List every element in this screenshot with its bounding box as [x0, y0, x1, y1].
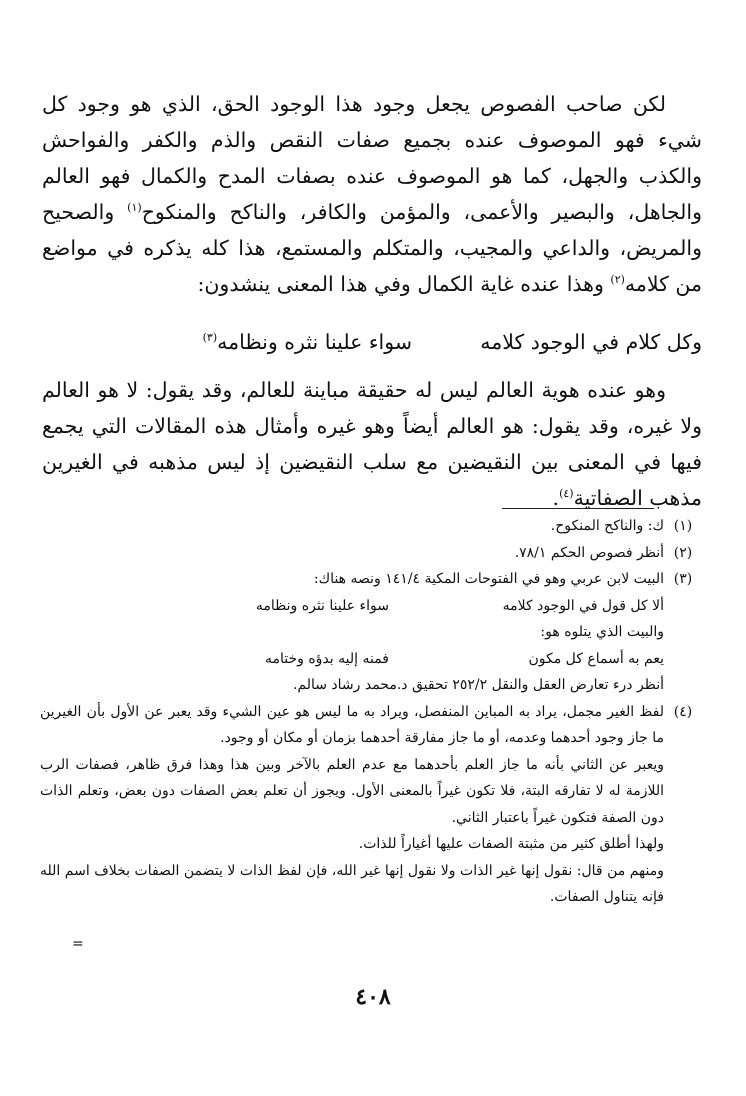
- footnote-1: [40, 513, 702, 540]
- footnote-4: [40, 699, 702, 911]
- footnote-2: [40, 540, 702, 567]
- poem-verse: [42, 324, 702, 360]
- footnotes: [40, 513, 702, 911]
- paragraph-2-text: وهو عنده هوية العالم ليس له حقيقة مباينة للعالم، وقد يقول: لا هو العالم ولا غيره، وقد يقول: هو العالم أيضاً وهو غيره وأمثال هذه المقالات التي يجمع فيها في المعنى بين النقيضين مع سلب النقيضين إذ ليس مذهبه في الغيرين مذهب الصفاتية: [42, 378, 702, 510]
- verse-second-text: سواء علينا نثره ونظامه: [217, 330, 412, 354]
- paragraph-1-text: لكن صاحب الفصوص يجعل وجود هذا الوجود الحق، الذي هو وجود كل شيء فهو الموصوف عنده بجميع صفات النقص والذم والكفر والفواحش والكذب والجهل، كما هو الموصوف عنده بصفات المدح والكمال فهو العالم والجاهل، والبصير والأعمى، والمؤمن والكافر، والناكح والمنكوح: [42, 92, 702, 224]
- margin-mark: =: [72, 936, 84, 952]
- footnote-number: (٣): [673, 571, 693, 587]
- footnote-number: (٢): [673, 544, 693, 561]
- footnote-number: (٤): [673, 703, 693, 720]
- footnote-ref-4[interactable]: (٤): [559, 487, 574, 501]
- footnote-line: البيت لابن عربي وهو في الفتوحات المكية ١٤١/٤ ونصه هناك:: [313, 571, 664, 587]
- footnote-ref-1[interactable]: (١): [127, 201, 142, 215]
- verse-first-hemistich: وكل كلام في الوجود كلامه: [480, 330, 702, 354]
- footnote-number: (١): [673, 518, 693, 534]
- footnote-paragraph: ومنهم من قال: نقول إنها غير الذات ولا نقول إنها غير الله، فإن لفظ الذات لا يتضمن الصفات بخلاف اسم الله فإنه يتناول الصفات.: [40, 862, 664, 905]
- paragraph-1-text-b: والصحيح والمريض، والداعي والمجيب، والمتكلم والمستمع، هذا كله يذكره في مواضع من كلامه: [42, 200, 702, 296]
- footnote-text: أنظر فصوص الحكم ٧٨/١.: [514, 544, 664, 561]
- verse-hemistich: ألا كل قول في الوجود كلامه: [502, 597, 664, 614]
- main-text: [42, 86, 702, 516]
- footnote-divider: [502, 508, 654, 509]
- paragraph-2: [42, 372, 702, 516]
- paragraph-2-end: .: [552, 486, 560, 510]
- footnote-ref-3[interactable]: (٣): [202, 331, 218, 345]
- page-number: ٤٠٨: [355, 984, 391, 1010]
- verse-second-hemistich: [112, 324, 412, 360]
- paragraph-1-text-c: وهذا عنده غاية الكمال وفي هذا المعنى ينشدون:: [197, 272, 611, 296]
- footnote-line: والبيت الذي يتلوه هو:: [540, 624, 664, 640]
- footnote-text: [40, 699, 664, 911]
- verse-hemistich: سواء علينا نثره ونظامه: [255, 597, 389, 614]
- footnote-text: [40, 566, 664, 699]
- verse-hemistich: يعم به أسماع كل مكون: [528, 650, 664, 667]
- footnote-verse: [40, 593, 664, 620]
- footnote-paragraph: ويعبر عن الثاني بأنه ما جاز العلم بأحدهما مع عدم العلم بالآخر وبين هذا وهذا فرق ظاهر، فصفات الرب اللازمة له لا تفارقه البتة، فلا تكون غيراً بالمعنى الأول. ويجوز أن تعلم بعض الصفات دون بعض، وتعلم الذات دون الصفة فتكون غيراً باعتبار الثاني.: [40, 756, 664, 826]
- footnote-paragraph: لفظ الغير مجمل، يراد به المباين المنفصل، ويراد به ما ليس هو عين الشيء وقد يعبر عن الأول بأن الغيرين ما جاز وجود أحدهما وعدمه، أو ما جاز مفارقة أحدهما بزمان أو مكان أو وجود.: [40, 703, 664, 746]
- footnote-ref-2[interactable]: (٢): [610, 273, 625, 287]
- footnote-3: [40, 566, 702, 699]
- paragraph-1: [42, 86, 702, 302]
- verse-hemistich: فمنه إليه بدؤه وختامه: [264, 650, 389, 667]
- footnote-paragraph: ولهذا أطلق كثير من مثبتة الصفات عليها أغياراً للذات.: [358, 836, 664, 852]
- footnote-verse: [40, 646, 664, 673]
- footnote-line: أنظر درء تعارض العقل والنقل ٢٥٢/٢ تحقيق د.محمد رشاد سالم.: [292, 677, 664, 693]
- footnote-text: ك: والناكح المنكوح.: [550, 518, 664, 534]
